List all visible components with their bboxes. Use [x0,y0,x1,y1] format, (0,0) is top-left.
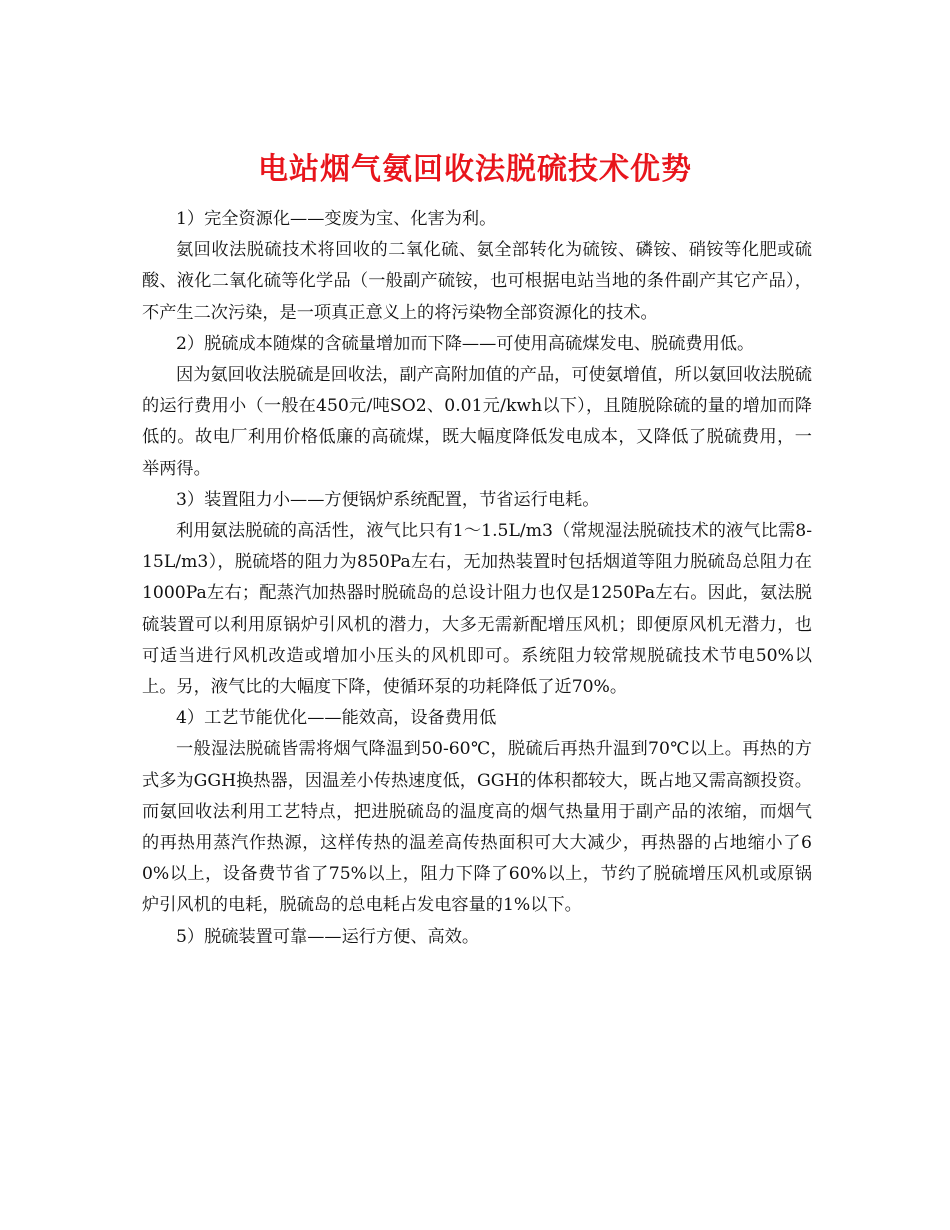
paragraph-body-4: 一般湿法脱硫皆需将烟气降温到50-60℃，脱硫后再热升温到70℃以上。再热的方式多为GGH换热器，因温差小传热速度低，GGH的体积都较大，既占地又需高额投资。而氨回收法利用工艺特点，把进脱硫岛的温度高的烟气热量用于副产品的浓缩，而烟气的再热用蒸汽作热源，这样传热的温差高传热面积可大大减少，再热器的占地缩小了60%以上，设备费节省了75%以上，阻力下降了60%以上，节约了脱硫增压风机或原锅炉引风机的电耗，脱硫岛的总电耗占发电容量的1%以下。 [142,739,812,916]
paragraph-body-1: 氨回收法脱硫技术将回收的二氧化硫、氨全部转化为硫铵、磷铵、硝铵等化肥或硫酸、液化二氧化硫等化学品（一般副产硫铵，也可根据电站当地的条件副产其它产品），不产生二次污染，是一项真正意义上的将污染物全部资源化的技术。 [142,240,812,323]
paragraph-heading-4: 4）工艺节能优化——能效高，设备费用低 [176,708,497,729]
paragraph-heading-1: 1）完全资源化——变废为宝、化害为利。 [176,209,497,229]
paragraph-body-3: 利用氨法脱硫的高活性，液气比只有1～1.5L/m3（常规湿法脱硫技术的液气比需8-15L/m3），脱硫塔的阻力为850Pa左右，无加热装置时包括烟道等阻力脱硫岛总阻力在1000Pa左右；配蒸汽加热器时脱硫岛的总设计阻力也仅是1250Pa左右。因此，氨法脱硫装置可以利用原锅炉引风机的潜力，大多无需新配增压风机；即便原风机无潜力，也可适当进行风机改造或增加小压头的风机即可。系统阻力较常规脱硫技术节电50%以上。另，液气比的大幅度下降，使循环泵的功耗降低了近70%。 [142,521,812,698]
document-body [142,204,812,953]
paragraph-heading-5: 5）脱硫装置可靠——运行方便、高效。 [176,926,480,947]
paragraph-heading-2: 2）脱硫成本随煤的含硫量增加而下降——可使用高硫煤发电、脱硫费用低。 [176,333,755,354]
document-title: 电站烟气氨回收法脱硫技术优势 [258,152,692,188]
paragraph-body-2: 因为氨回收法脱硫是回收法，副产高附加值的产品，可使氨增值，所以氨回收法脱硫的运行费用小（一般在450元/吨SO2、0.01元/kwh以下），且随脱除硫的量的增加而降低的。故电厂利用价格低廉的高硫煤，既大幅度降低发电成本，又降低了脱硫费用，一举两得。 [142,365,812,479]
paragraph-heading-3: 3）装置阻力小——方便锅炉系统配置，节省运行电耗。 [176,489,600,510]
